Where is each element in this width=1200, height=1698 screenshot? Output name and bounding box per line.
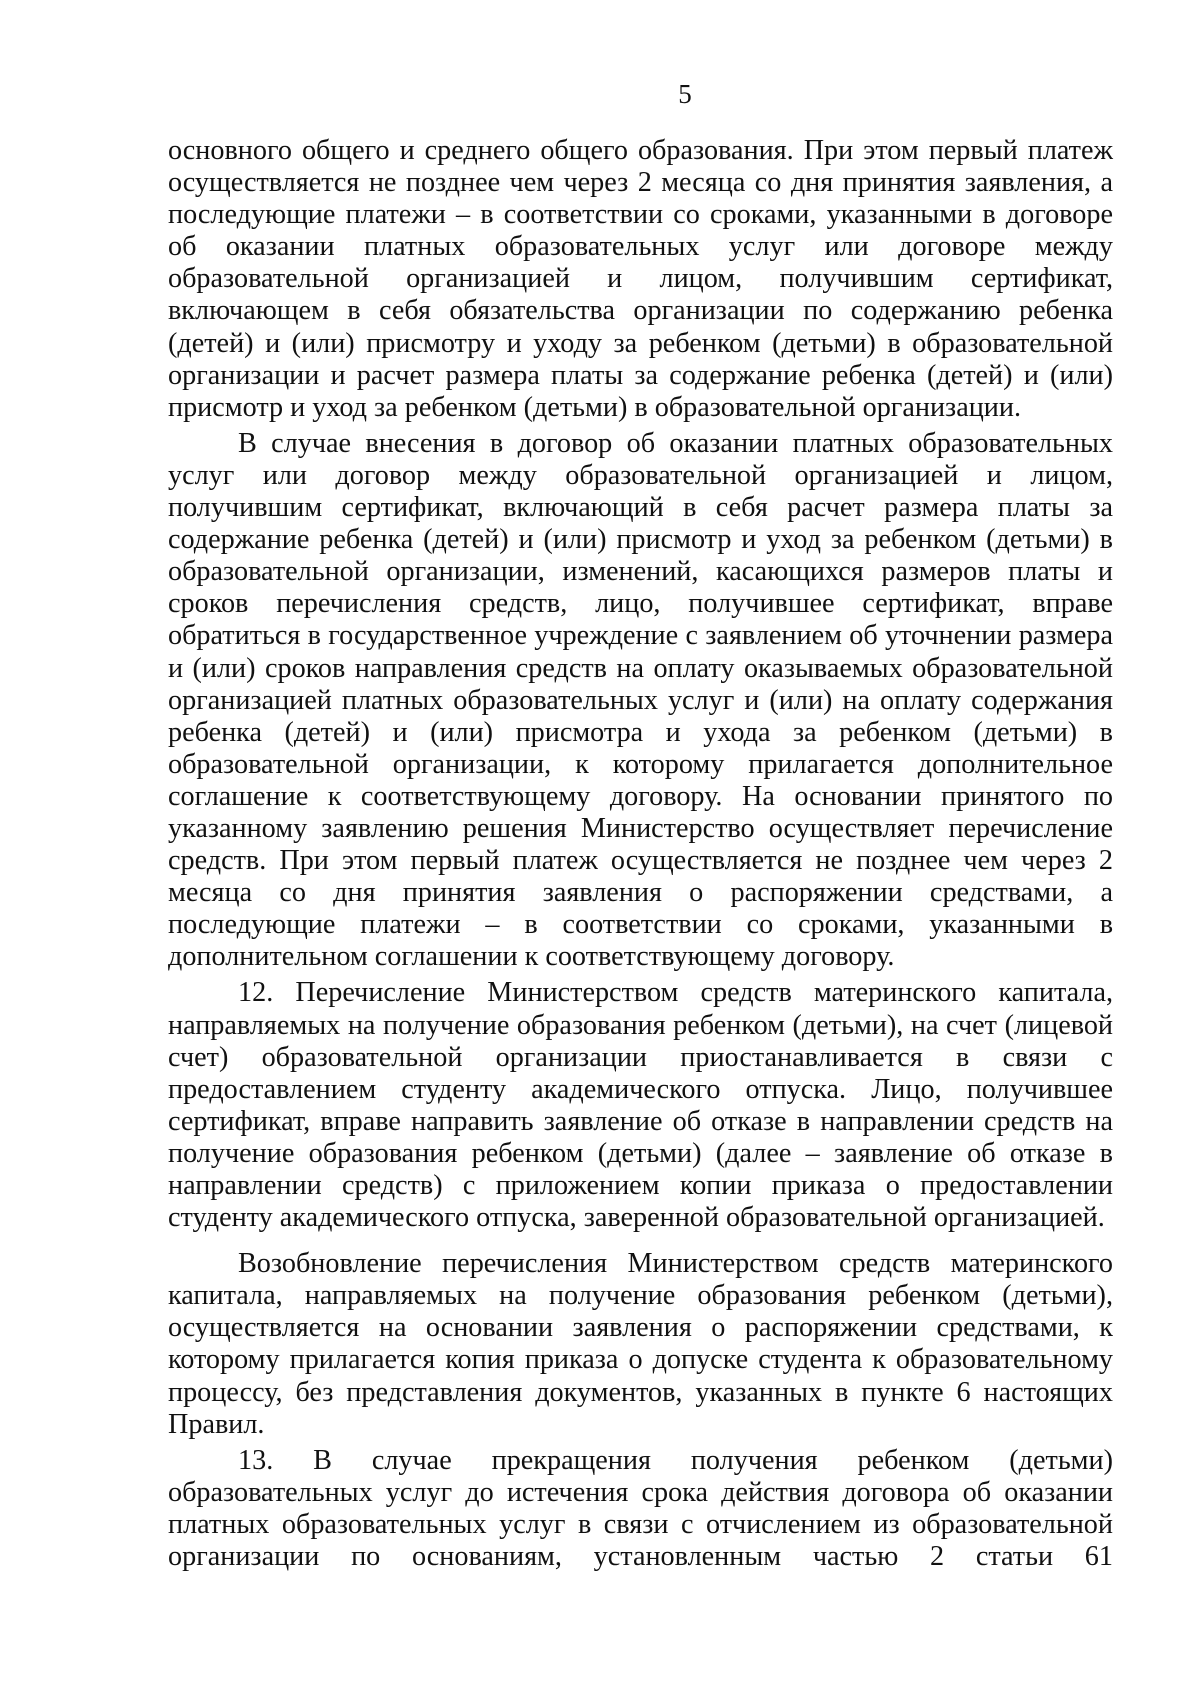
document-body bbox=[168, 135, 1113, 1573]
paragraph-item-13: 13. В случае прекращения получения ребенком (детьми) образовательных услуг до истечения срока действия договора об оказании платных образовательных услуг в связи с отчислением из образовательной организации по основаниям, установленным частью 2 статьи 61 bbox=[168, 1444, 1113, 1573]
paragraph-contract-changes: В случае внесения в договор об оказании платных образовательных услуг или договор между образовательной организацией и лицом, получившим сертификат, включающий в себя расчет размера платы за содержание ребенка (детей) и (или) присмотр и уход за ребенком (детьми) в образовательной организации, изменений, касающихся размеров платы и сроков перечисления средств, лицо, получившее сертификат, вправе обратиться в государственное учреждение с заявлением об уточнении размера и (или) сроков направления средств на оплату оказываемых образовательной организацией платных образовательных услуг и (или) на оплату содержания ребенка (детей) и (или) присмотра и ухода за ребенком (детьми) в образовательной организации, к которому прилагается дополнительное соглашение к соответствующему договору. На основании принятого по указанному заявлению решения Министерство осуществляет перечисление средств. При этом первый платеж осуществляется не позднее чем через 2 месяца со дня принятия заявления о распоряжении средствами, а последующие платежи – в соответствии со сроками, указанными в дополнительном соглашении к соответствующему договору. bbox=[168, 427, 1113, 973]
page-number: 5 bbox=[678, 79, 692, 109]
paragraph-item-12: 12. Перечисление Министерством средств материнского капитала, направляемых на получение образования ребенком (детьми), на счет (лицевой счет) образовательной организации приостанавливается в связи с предоставлением студенту академического отпуска. Лицо, получившее сертификат, вправе направить заявление об отказе в направлении средств на получение образования ребенком (детьми) (далее – заявление об отказе в направлении средств) с приложением копии приказа о предоставлении студенту академического отпуска, заверенной образовательной организацией. bbox=[168, 977, 1113, 1234]
paragraph-continuation: основного общего и среднего общего образования. При этом первый платеж осуществляется не позднее чем через 2 месяца со дня принятия заявления, а последующие платежи – в соответствии со сроками, указанными в договоре об оказании платных образовательных услуг или договоре между образовательной организацией и лицом, получившим сертификат, включающем в себя обязательства организации по содержанию ребенка (детей) и (или) присмотру и уходу за ребенком (детьми) в образовательной организации и расчет размера платы за содержание ребенка (детей) и (или) присмотр и уход за ребенком (детьми) в образовательной организации. bbox=[168, 135, 1113, 423]
paragraph-resumption: Возобновление перечисления Министерством средств материнского капитала, направляемых на получение образования ребенком (детьми), осуществляется на основании заявления о распоряжении средствами, к которому прилагается копия приказа о допуске студента к образовательному процессу, без представления документов, указанных в пункте 6 настоящих Правил. bbox=[168, 1248, 1113, 1440]
